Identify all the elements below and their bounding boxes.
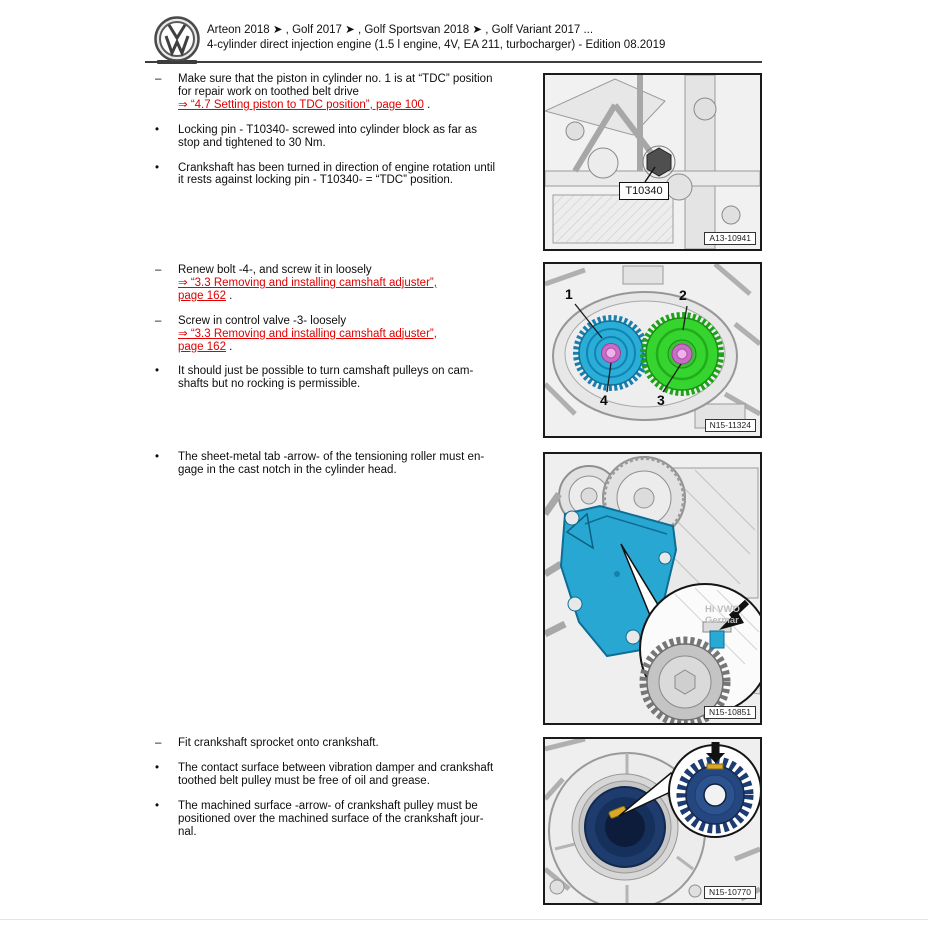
list-marker: • (155, 161, 160, 174)
instruction-item (155, 315, 523, 354)
instruction-text: Locking pin - T10340- screwed into cylinder block as far as (178, 123, 477, 136)
instruction-text: Fit crankshaft sprocket onto crankshaft. (178, 737, 379, 749)
instruction-block-adjuster (155, 264, 523, 403)
cross-reference-link[interactable]: ⇒ “3.3 Removing and installing camshaft adjuster”, (178, 276, 437, 289)
instruction-text: positioned over the machined surface of the crankshaft jour- (178, 812, 484, 825)
cross-reference-link[interactable]: page 162 (178, 289, 226, 302)
watermark-line2: Germar (705, 615, 739, 626)
list-marker: • (155, 365, 160, 378)
figure-crankshaft-sprocket (543, 737, 762, 905)
instruction-item (155, 264, 523, 303)
instruction-text: The sheet-metal tab -arrow- of the tensioning roller must en- (178, 451, 485, 463)
cross-reference-link[interactable]: page 162 (178, 340, 226, 353)
cross-reference-link[interactable]: ⇒ “4.7 Setting piston to TDC position”, page 100 (178, 98, 424, 111)
instruction-block-crankshaft (155, 737, 523, 850)
callout-2: 2 (679, 287, 687, 303)
instruction-item (155, 451, 523, 477)
list-marker: • (155, 761, 160, 774)
vw-logo (154, 16, 200, 66)
instruction-text: nal. (178, 825, 197, 838)
instruction-text: The machined surface -arrow- of crankshaft pulley must be (178, 799, 478, 812)
tool-callout-label: T10340 (619, 182, 669, 200)
instruction-text: gage in the cast notch in the cylinder head. (178, 463, 397, 476)
instruction-text: Screw in control valve -3- loosely (178, 314, 347, 327)
instruction-text: . (225, 340, 233, 353)
instruction-item (155, 162, 523, 188)
instruction-text: . (225, 289, 233, 302)
figure-locking-pin (543, 73, 762, 251)
figure-camshaft-pulleys (543, 262, 762, 438)
figure-ref-label: N15-10851 (704, 706, 756, 719)
watermark-line1: Hi VWO (705, 604, 740, 615)
instruction-item (155, 365, 523, 391)
callout-4: 4 (600, 392, 608, 408)
figure-ref-label: N15-10770 (704, 886, 756, 899)
figure-ref-label: N15-11324 (705, 419, 756, 432)
page-bottom-divider (0, 919, 928, 920)
list-marker: – (155, 73, 162, 85)
list-marker: • (155, 451, 160, 463)
instruction-text: stop and tightened to 30 Nm. (178, 136, 326, 149)
instruction-block-tdc (155, 73, 523, 199)
list-marker: • (155, 123, 160, 136)
header-models-line: Arteon 2018 ➤ , Golf 2017 ➤ , Golf Sportsvan 2018 ➤ , Golf Variant 2017 ... (207, 24, 594, 36)
instruction-text: toothed belt pulley must be free of oil and grease. (178, 774, 430, 787)
instruction-text: Renew bolt -4-, and screw it in loosely (178, 264, 372, 276)
list-marker: – (155, 264, 162, 276)
list-marker: – (155, 314, 162, 327)
header-engine-line: 4-cylinder direct injection engine (1.5 l engine, 4V, EA 211, turbocharger) - Edition 08.2019 (207, 39, 666, 51)
callout-3: 3 (657, 392, 665, 408)
instruction-item (155, 800, 523, 839)
machined-surface-inset (707, 764, 723, 769)
instruction-text: it rests against locking pin - T10340- = “TDC” position. (178, 174, 453, 187)
header-divider (145, 61, 762, 63)
instruction-item (155, 73, 523, 112)
instruction-text: . (423, 98, 431, 111)
instruction-text: Crankshaft has been turned in direction of engine rotation until (178, 161, 496, 174)
instruction-block-tensioner (155, 451, 523, 489)
document-header (207, 23, 665, 53)
instruction-item (155, 762, 523, 788)
list-marker: • (155, 799, 160, 812)
list-marker: – (155, 737, 162, 749)
figure-tensioning-roller (543, 452, 762, 725)
callout-1: 1 (565, 286, 573, 302)
sheet-metal-tab-shape (710, 631, 724, 648)
cross-reference-link[interactable]: ⇒ “3.3 Removing and installing camshaft adjuster”, (178, 327, 437, 340)
instruction-item (155, 737, 523, 750)
instruction-text: The contact surface between vibration damper and crankshaft (178, 761, 494, 774)
instruction-text: Make sure that the piston in cylinder no. 1 is at “TDC” position (178, 73, 493, 85)
figure-ref-label: A13-10941 (704, 232, 756, 245)
instruction-text: It should just be possible to turn camshaft pulleys on cam- (178, 365, 474, 378)
instruction-text: for repair work on toothed belt drive (178, 85, 359, 98)
instruction-item (155, 124, 523, 150)
watermark (705, 604, 740, 626)
instruction-text: shafts but no rocking is permissible. (178, 378, 361, 391)
